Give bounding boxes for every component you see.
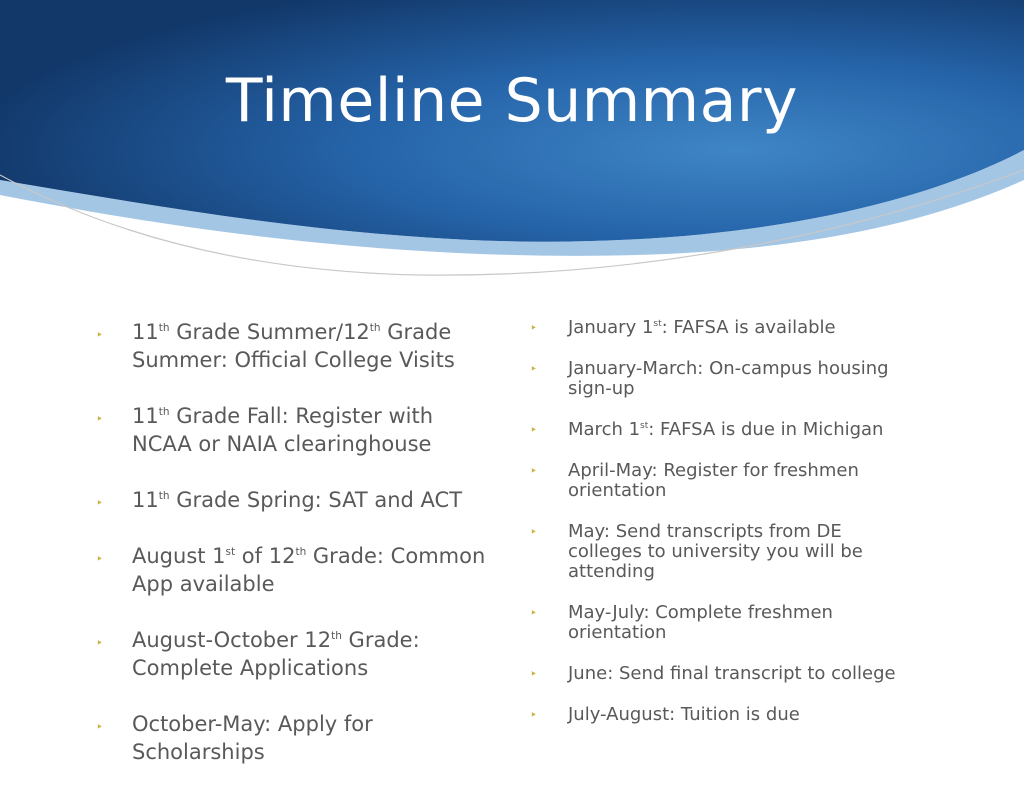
text-segment: March 1	[568, 419, 641, 440]
bullet-icon: ‣	[530, 464, 538, 478]
bullet-icon: ‣	[96, 636, 104, 650]
list-item	[96, 318, 496, 374]
list-item	[530, 522, 910, 582]
bullet-icon: ‣	[530, 708, 538, 722]
text-segment: Grade Spring: SAT and ACT	[169, 488, 463, 512]
text-segment: of 12	[235, 544, 296, 568]
text-segment: Grade: Complete Applications	[132, 628, 420, 680]
text-segment: April-May: Register for freshmen orientation	[568, 460, 859, 501]
list-item-text	[568, 317, 836, 338]
text-segment: May: Send transcripts from DE colleges to university you will be attending	[568, 521, 863, 582]
list-item	[530, 318, 910, 338]
list-item-text	[568, 663, 896, 684]
ordinal-suffix: th	[331, 630, 342, 642]
bullet-icon: ‣	[530, 423, 538, 437]
list-item-text	[132, 628, 420, 680]
list-item-text	[568, 419, 883, 440]
bullet-icon: ‣	[96, 720, 104, 734]
ordinal-suffix: st	[225, 546, 236, 558]
list-item-text	[132, 488, 462, 512]
bullet-icon: ‣	[96, 552, 104, 566]
ordinal-suffix: th	[158, 490, 170, 502]
ordinal-suffix: th	[369, 322, 381, 334]
bullet-icon: ‣	[96, 412, 104, 426]
text-segment: : FAFSA is available	[661, 317, 836, 338]
slide-title: Timeline Summary	[225, 66, 799, 136]
list-item-text	[568, 358, 889, 399]
list-item	[96, 626, 496, 682]
list-item-text	[132, 712, 373, 764]
list-item	[530, 461, 910, 501]
list-item	[96, 486, 496, 514]
list-item	[530, 664, 910, 684]
list-item	[96, 542, 496, 598]
list-item-text	[132, 404, 433, 456]
text-segment: Grade Summer: Official College Visits	[132, 320, 455, 372]
ordinal-suffix: th	[158, 406, 170, 418]
ordinal-suffix: th	[295, 546, 307, 558]
list-item	[530, 420, 910, 440]
header-banner	[0, 0, 1024, 300]
bullet-icon: ‣	[96, 496, 104, 510]
list-item-text	[568, 602, 833, 643]
text-segment: Grade Summer/12	[169, 320, 370, 344]
text-segment: October-May: Apply for Scholarships	[132, 712, 373, 764]
text-segment: 11	[132, 320, 159, 344]
text-segment: June: Send final transcript to college	[568, 663, 896, 684]
bullet-icon: ‣	[96, 328, 104, 342]
right-timeline-list	[530, 318, 910, 746]
list-item-text	[132, 320, 455, 372]
text-segment: 11	[132, 404, 159, 428]
bullet-icon: ‣	[530, 667, 538, 681]
bullet-icon: ‣	[530, 525, 538, 539]
list-item	[530, 603, 910, 643]
list-item-text	[568, 521, 863, 582]
text-segment: August-October 12	[132, 628, 332, 652]
bullet-icon: ‣	[530, 362, 538, 376]
bullet-icon: ‣	[530, 606, 538, 620]
bullet-icon: ‣	[530, 321, 538, 335]
ordinal-suffix: th	[158, 322, 170, 334]
list-item	[96, 710, 496, 766]
text-segment: July-August: Tuition is due	[568, 704, 800, 725]
list-item-text	[132, 544, 485, 596]
list-item-text	[568, 460, 859, 501]
ordinal-suffix: st	[653, 319, 662, 329]
text-segment: January 1	[568, 317, 654, 338]
ordinal-suffix: st	[640, 421, 649, 431]
text-segment: August 1	[132, 544, 226, 568]
list-item	[96, 402, 496, 458]
text-segment: Grade: Common App available	[132, 544, 486, 596]
text-segment: January-March: On-campus housing sign-up	[568, 358, 889, 399]
text-segment: May-July: Complete freshmen orientation	[568, 602, 833, 643]
list-item	[530, 705, 910, 725]
text-segment: : FAFSA is due in Michigan	[648, 419, 884, 440]
list-item	[530, 359, 910, 399]
left-timeline-list	[96, 318, 496, 794]
text-segment: Grade Fall: Register with NCAA or NAIA clearinghouse	[132, 404, 434, 456]
list-item-text	[568, 704, 800, 725]
text-segment: 11	[132, 488, 159, 512]
